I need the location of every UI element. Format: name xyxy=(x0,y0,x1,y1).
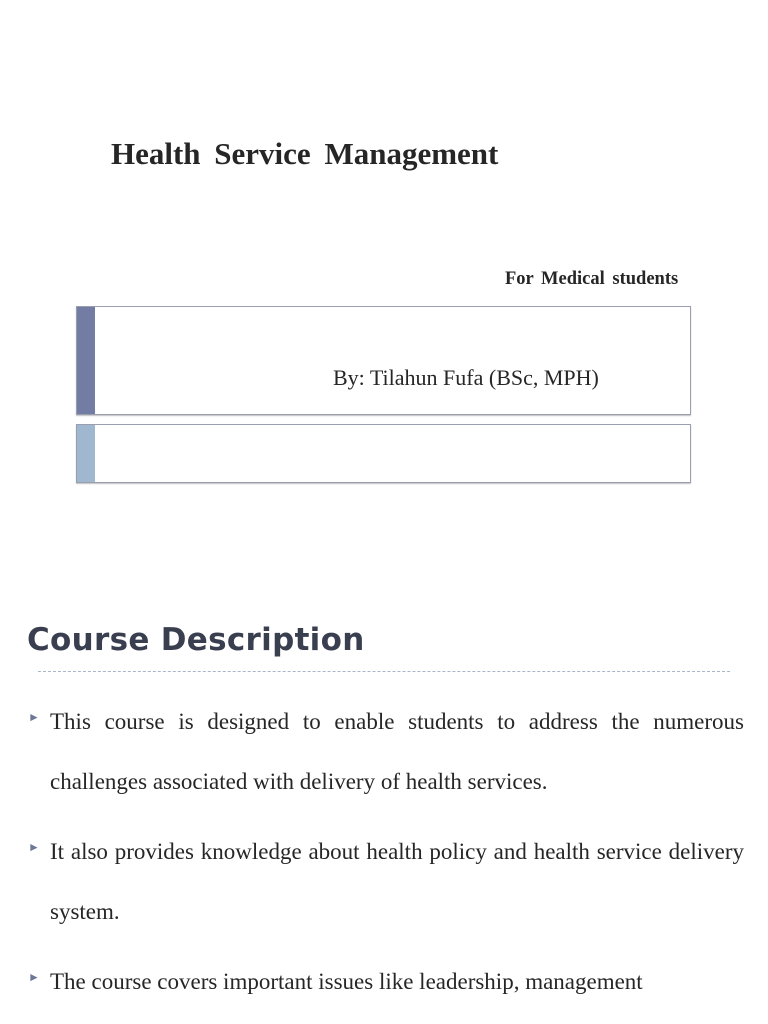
list-item xyxy=(28,692,744,812)
bullet-text: It also provides knowledge about health policy and health service delivery system. xyxy=(50,839,744,924)
triangle-right-icon: ► xyxy=(28,710,40,724)
list-item xyxy=(28,822,744,942)
slide-title: Health Service Management xyxy=(111,136,499,171)
bullet-list xyxy=(28,692,744,1022)
bullet-text: This course is designed to enable students to address the numerous challenges associated with delivery of health services. xyxy=(50,709,744,794)
course-description-slide xyxy=(0,600,768,1024)
author-text: By: Tilahun Fufa (BSc, MPH) xyxy=(333,365,599,390)
section-heading: Course Description xyxy=(27,622,365,658)
empty-info-box xyxy=(76,424,691,483)
triangle-right-icon: ► xyxy=(28,840,40,854)
author-box xyxy=(76,306,691,415)
triangle-right-icon: ► xyxy=(28,970,40,984)
heading-divider xyxy=(38,671,730,672)
author-box-accent-bar xyxy=(77,307,95,414)
bullet-text: The course covers important issues like leadership, management xyxy=(50,969,643,994)
list-item xyxy=(28,952,744,1012)
empty-box-accent-bar xyxy=(77,425,95,482)
slide-subtitle: For Medical students xyxy=(505,269,679,289)
